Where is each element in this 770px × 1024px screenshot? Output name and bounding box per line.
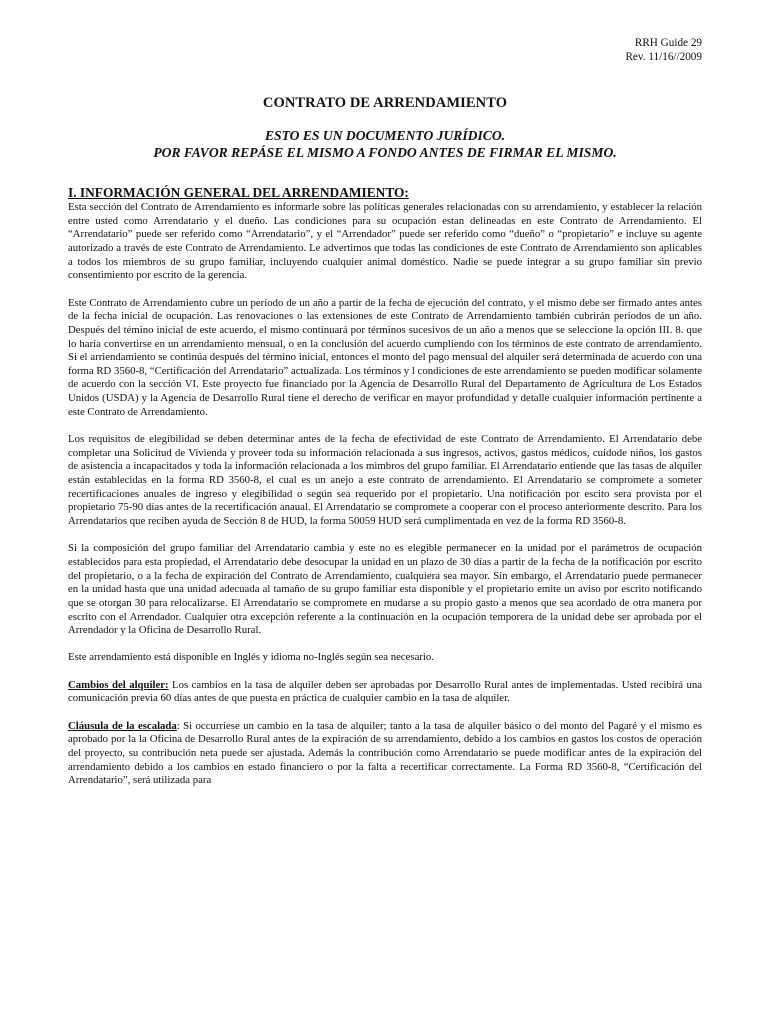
document-header — [625, 36, 702, 64]
paragraph-escalation — [68, 720, 702, 788]
guide-number: RRH Guide 29 — [634, 37, 702, 49]
subtitle-line-2: POR FAVOR REPÁSE EL MISMO A FONDO ANTES DE FIRMAR EL MISMO. — [153, 145, 617, 160]
paragraph-lease-term: Este Contrato de Arrendamiento cubre un período de un año a partir de la fecha de ejecución del contrato, y el mismo debe ser firmado antes antes de la fecha inicial de ocupación. Las renovaciones o las extensiones de este Contrato de Arrendamiento también cubrirán períodos de un año. Después del témino inicial de este acuerdo, el mismo continuará por términos sucesivos de un año a menos que se seleccione la opción III. 8. que lo haría convertirse en un arrendamiento mensual, o en la conclusión del acuerdo cumpliendo con los términos de este contrato de arrendamiento. Si el arriendamiento se continúa después del término inicial, entonces el monto del pago mensual del alquiler será determinada de acuerdo con una forma RD 3560-8, “Certificación del Arrendatario” actualizada. Los términos y l condiciones de este arrendamiento se pueden modificar solamente de acuerdo con la sección VI. Este proyecto fue financiado por la Agencia de Desarrollo Rural del Departamento de Agricultura de Los Estados Unidos (USDA) y la Agencia de Desarrollo Rural tiene el derecho de verificar en mayor profundidad y detalle cualquier información pertinente a este Contrato de Arrendamiento. — [68, 296, 703, 418]
paragraph-rent-changes — [68, 679, 702, 706]
escalation-text: : Si occurriese un cambio en la tasa de alquiler; tanto a la tasa de alquiler básico o del monto del Pagaré y el mismo es aprobado por la la Oficina de Desarrollo Rural antes de la expiración de su arrendamiento, debido a los cambios en gastos los costos de operación del proyecto, su contribución neta puede ser ajustada. Además la contribución como Arrendatario se puede modificar antes de la expiración del arrendamiento debido a los cambios en estado financiero o por la falta a recertificar correctamente. La Forma RD 3560-8, “Certificación del Arrendatario”, será utilizada para — [68, 719, 702, 787]
paragraph-eligibility: Los requisitos de elegibilidad se deben determinar antes de la fecha de efectividad de este Contrato de Arrendamiento. El Arrendatario debe completar una Solicitud de Vivienda y proveer toda su información relacionada a sus ingresos, activos, gastos médicos, cuidode niños, los gastos de asistencia a incapacitados y toda la información relacionada a los mimbros del grupo familiar. El Arrendatario entiende que las tasas de alquiler están establecidas en la forma RD 3560-8, el cual es un anejo a este contrato de arrendamiento. El Arrendatario se compromete a someter recertificaciones anuales de ingreso y elegibilidad o según sea requerido por el propietario. Una notificación por escito sera provista por el propietario 75-90 días antes de la recertificación anaual. El Arrendatario se compromete a cooperar con el proceso anteriormente descrito. Para los Arrendatarios que reciben ayuda de Sección 8 de HUD, la forma 50059 HUD será cumplimentada en vez de la forma RD 3560-8. — [68, 433, 702, 527]
section-heading: I. INFORMACIÓN GENERAL DEL ARRENDAMIENTO: — [68, 185, 409, 200]
document-subtitle — [0, 127, 770, 161]
revision-date: Rev. 11/16//2009 — [625, 51, 702, 63]
paragraph-general-info: Esta sección del Contrato de Arrendamiento es informarle sobre las políticas generales relacionadas con su arrendamiento, y establecer la relación entre usted como Arrendatario y el dueño. Las condiciones para su ocupación estan delineadas en este Contrato de Arrendamiento. El “Arrendatario” puede ser referido como “Arrendatario”, y el “Arrendador” puede ser referido como “dueño” o “propietario” e incluye su agente autorizado a través de este Contrato de Arrendamiento. Le advertimos que todas las condiciones de este Contrato de Arrendamiento son aplicables a todos los miembros de su grupo familiar, incluyendo cualquier animal doméstico. Nadie se puede integrar a su grupo familiar sin previo consentimiento por escrito de la gerencia. — [68, 201, 702, 282]
paragraph-household-change: Si la composición del grupo familiar del Arrendatario cambia y este no es elegible permanecer en la unidad por el parámetros de ocupación establecidos para esta propiedad, el Arrendatario debe desocupar la unidad en un plazo de 30 días a partir de la fecha de la notificación por escrito del propietario, o a la fecha de expiración del Contrato de Arrendamiento, cualquiera sea mayor. Sin embargo, el Arrendatario puede permanecer en la unidad hasta que una unidad adecuada al tamaño de su grupo familiar esta disponible y el propietario emite un aviso por escrito notificando que se otorgan 30 para relocalizarse. El Arrendatario se compromete en mudarse a su propio gasto a menos que sea acordado de otra manera por escrito con el Arrendador. Cualquier otra excepción referente a la continuación en la ocupación temporera de la unidad debe ser aprobada por el Arrendador y la Oficina de Desarrollo Rural. — [68, 542, 702, 637]
document-title: CONTRATO DE ARRENDAMIENTO — [262, 95, 508, 111]
subtitle-line-1: ESTO ES UN DOCUMENTO JURÍDICO. — [264, 128, 506, 143]
escalation-label: Cláusula de la escalada — [68, 719, 177, 732]
rent-changes-text: Los cambios en la tasa de alquiler deben ser aprobadas por Desarrollo Rural antes de implementadas. Usted recibirá una comunicación previa 60 días antes de que puesta en práctica de cualquier cambio en la tasa de alquiler. — [68, 678, 702, 705]
document-body — [68, 185, 702, 801]
paragraph-language: Este arrendamiento está disponible en Inglés y idioma no-Inglés según sea necesario. — [68, 651, 434, 664]
rent-changes-label: Cambios del alquiler: — [68, 678, 169, 691]
